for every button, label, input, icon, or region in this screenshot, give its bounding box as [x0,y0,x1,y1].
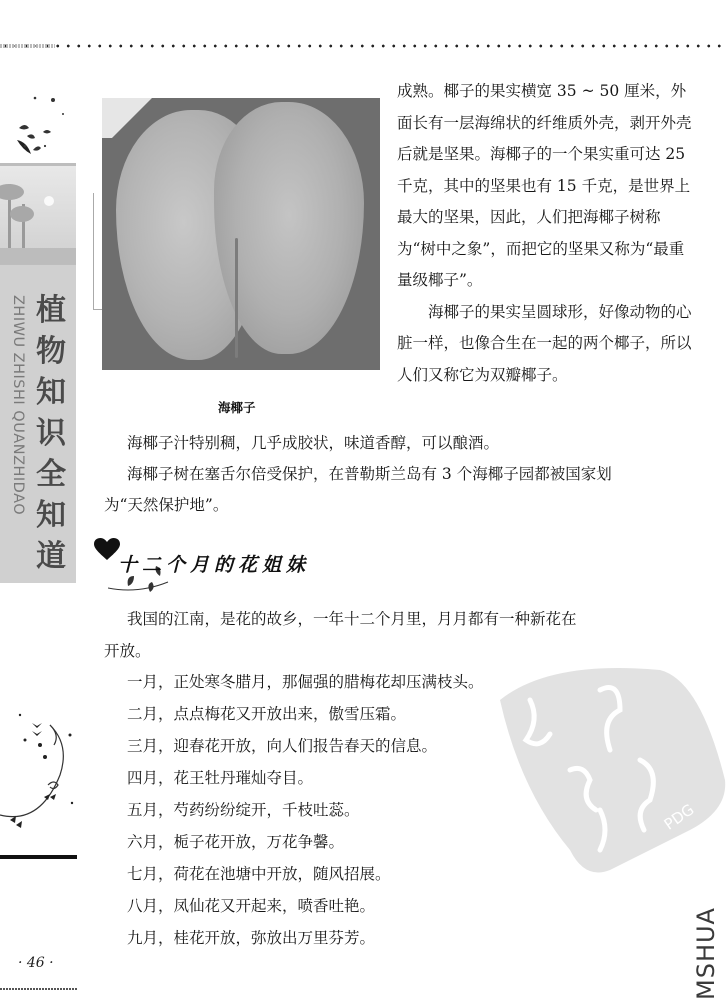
paragraph: 海椰子的果实呈圆球形，好像动物的心脏一样，也像合生在一起的两个椰子，所以人们又称它为双瓣椰子。 [397,302,692,384]
header-dotted-rule [0,44,727,48]
photo-caption: 海椰子 [218,400,256,415]
footer-dotted-rule [0,988,77,990]
page-number: · 46 · [18,955,54,971]
side-watermark-text: MSHUA [692,907,720,1000]
title-char: 物 [36,334,66,369]
month-item: 二月，点点梅花又开放出来，傲雪压霜。 [127,705,407,723]
title-char: 知 [36,375,66,410]
title-char: 识 [36,416,66,451]
right-column-text [397,76,692,391]
sidebar-beach-photo [0,163,76,267]
paragraph-continuation: 为“天然保护地”。 [104,496,229,514]
watermark-pdg-label: PDG [660,800,698,834]
heart-icon [94,538,120,562]
header-rule-fade [0,44,55,48]
month-item: 三月，迎春花开放，向人们报告春天的信息。 [127,737,438,755]
paragraph: 成熟。椰子的果实横宽 35 ~ 50 厘米，外面长有一层海绵状的纤维质外壳，剥开外壳后就是坚果。海椰子的一个果实重可达 25 千克，其中的坚果也有 15 千克，是世界上最大的坚果，因此，人们把海椰子树称为“树中之象”，而把它的坚果又称为“最重量级椰子”。 [397,82,692,289]
month-item: 五月，芍药纷纷绽开，千枝吐蕊。 [127,801,360,819]
title-char: 全 [36,457,66,492]
month-item: 四月，花王牡丹璀灿夺目。 [127,769,314,787]
month-item: 一月，正处寒冬腊月，那倔强的腊梅花却压满枝头。 [127,673,484,691]
paragraph-continuation: 开放。 [104,642,151,660]
section-title: 十二个月的花姐妹 [118,554,311,576]
floral-wreath-icon [0,695,80,840]
sidebar-book-title [32,290,70,577]
month-item: 八月，凤仙花又开起来，喷香吐艳。 [127,897,376,915]
coco-de-mer-photo [102,98,380,370]
bottom-rule [0,855,77,859]
paragraph: 我国的江南，是花的故乡，一年十二个月里，月月都有一种新花在 [127,610,577,628]
month-item: 六月，栀子花开放，万花争馨。 [127,833,345,851]
month-item: 九月，桂花开放，弥放出万里芬芳。 [127,929,376,947]
paragraph: 海椰子树在塞舌尔倍受保护，在普勒斯兰岛有 3 个海椰子园都被国家划 [127,465,612,483]
title-char: 知 [36,498,66,533]
sidebar-pinyin: ZHIWU ZHISHI QUANZHIDAO [10,295,26,516]
section-heading [92,536,352,586]
seal-stamp-watermark [490,660,727,890]
paragraph: 海椰子汁特别稠，几乎成胶状，味道香醇，可以酿酒。 [127,434,500,452]
title-char: 道 [36,539,66,574]
title-char: 植 [36,293,66,328]
floral-sprig-icon [5,88,75,163]
month-item: 七月，荷花在池塘中开放，随风招展。 [127,865,391,883]
